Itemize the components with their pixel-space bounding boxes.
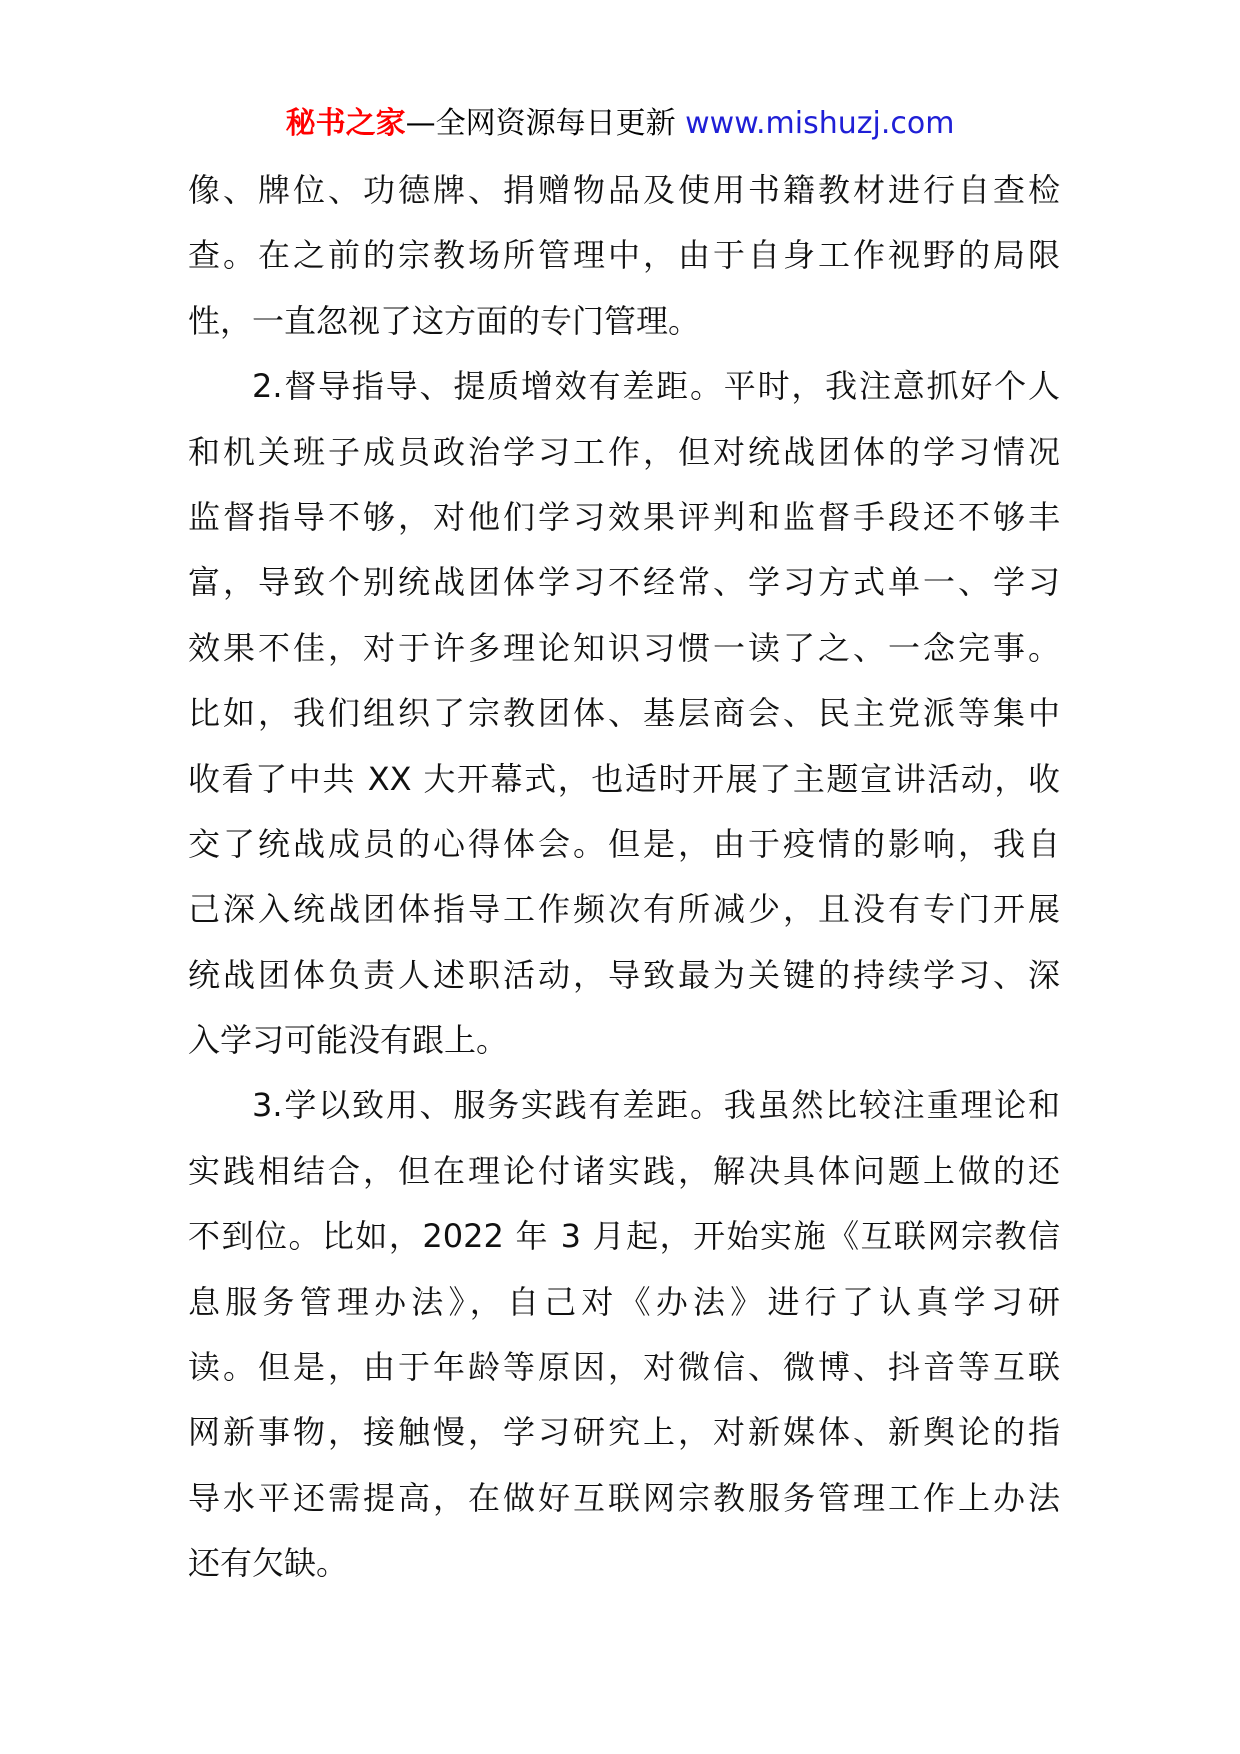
text-line: 息服务管理办法》，自己对《办法》进行了认真学习研: [188, 1282, 1060, 1321]
text-line: 不到位。比如，2022 年 3 月起，开始实施《互联网宗教信: [188, 1217, 1060, 1256]
text-line: 像、牌位、功德牌、捐赠物品及使用书籍教材进行自查检: [188, 171, 1060, 209]
text-line: 导水平还需提高，在做好互联网宗教服务管理工作上办法: [188, 1478, 1060, 1517]
paragraph-3-heading-line: 3.学以致用、服务实践有差距。我虽然比较注重理论和: [252, 1086, 1060, 1125]
text-line: 统战团体负责人述职活动，导致最为关键的持续学习、深: [188, 955, 1060, 994]
site-tagline: —全网资源每日更新: [405, 106, 686, 141]
text-line: 查。在之前的宗教场所管理中，由于自身工作视野的局限: [188, 236, 1060, 275]
page-header: [0, 104, 1240, 144]
text-line: 性，一直忽视了这方面的专门管理。: [188, 301, 701, 340]
text-line: 收看了中共 XX 大开幕式，也适时开展了主题宣讲活动，收: [188, 759, 1060, 798]
text-line: 比如，我们组织了宗教团体、基层商会、民主党派等集中: [188, 694, 1060, 733]
paragraph-2-heading-line: 2.督导指导、提质增效有差距。平时，我注意抓好个人: [252, 367, 1060, 406]
text-line: 入学习可能没有跟上。: [188, 1021, 509, 1060]
text-line: 网新事物，接触慢，学习研究上，对新媒体、新舆论的指: [188, 1413, 1060, 1452]
text-line: 还有欠缺。: [188, 1544, 349, 1583]
text-line: 交了统战成员的心得体会。但是，由于疫情的影响，我自: [188, 824, 1060, 863]
text-line: 监督指导不够，对他们学习效果评判和监督手段还不够丰: [188, 497, 1060, 536]
text-line: 实践相结合，但在理论付诸实践，解决具体问题上做的还: [188, 1151, 1060, 1190]
site-brand: 秘书之家: [285, 106, 406, 141]
text-line: 己深入统战团体指导工作频次有所减少，且没有专门开展: [188, 890, 1060, 929]
document-body: [188, 158, 1060, 1597]
text-line: 和机关班子成员政治学习工作，但对统战团体的学习情况: [188, 432, 1060, 471]
text-line: 效果不佳，对于许多理论知识习惯一读了之、一念完事。: [188, 628, 1060, 667]
text-line: 读。但是，由于年龄等原因，对微信、微博、抖音等互联: [188, 1348, 1060, 1387]
site-url-link[interactable]: www.mishuzj.com: [685, 106, 955, 141]
text-line: 富，导致个别统战团体学习不经常、学习方式单一、学习: [188, 563, 1060, 602]
